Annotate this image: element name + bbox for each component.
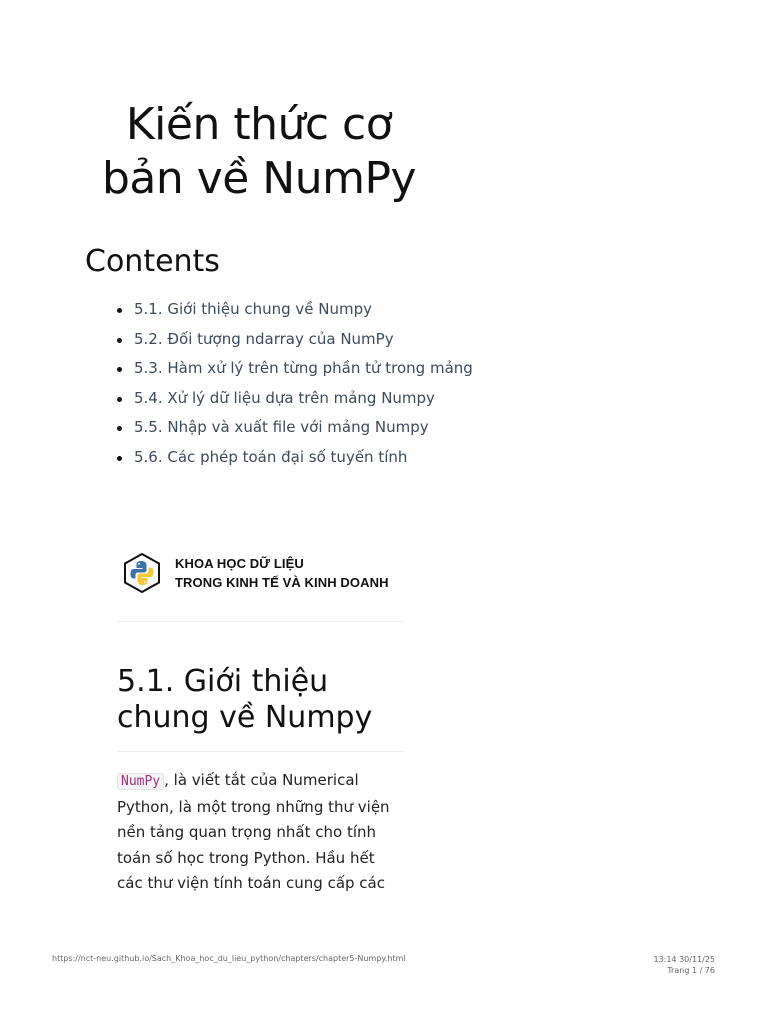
toc-link-5-3[interactable]: 5.3. Hàm xử lý trên từng phần tử trong mảng [134,359,473,377]
toc-link-5-6[interactable]: 5.6. Các phép toán đại số tuyến tính [134,447,408,466]
section-title [117,664,417,736]
toc-link-5-5[interactable]: 5.5. Nhập và xuất file với mảng Numpy [134,418,429,436]
toc-link-5-4[interactable]: 5.4. Xử lý dữ liệu dựa trên mảng Numpy [134,388,435,407]
intro-paragraph [117,768,407,897]
contents-heading: Contents [85,244,220,279]
python-hexagon-logo-icon [122,553,162,593]
section-title-line-2: chung về Numpy [117,700,373,735]
toc-item [134,327,504,352]
toc-link-5-1[interactable]: 5.1. Giới thiệu chung về Numpy [134,300,373,318]
inline-code-numpy: NumPy [117,773,164,790]
page-title-line-1: Kiến thức cơ [125,99,393,150]
toc-item [134,297,504,322]
page-title [60,98,458,206]
paragraph-line-3: nền tảng quan trọng nhất cho tính [117,823,377,841]
paragraph-line-2: Python, là một trong những thư viện [117,797,390,816]
print-timestamp: 13:14 30/11/25 [653,955,715,964]
paragraph-line-5: các thư viện tính toán cung cấp các [117,874,385,892]
section-title-line-1: 5.1. Giới thiệu [117,664,329,699]
print-footer-meta [653,954,715,976]
banner-title-line-1: KHOA HỌC DỮ LIỆU [175,556,304,571]
banner-title-line-2: TRONG KINH TẾ VÀ KINH DOANH [175,575,389,590]
paragraph-line-4: toán số học trong Python. Hầu hết [117,848,375,867]
toc-item [134,386,504,411]
paragraph-line-1: , là viết tắt của Numerical [164,771,359,789]
site-banner[interactable] [117,548,407,600]
divider [117,621,404,622]
toc-item [134,356,504,381]
table-of-contents [85,297,504,474]
toc-link-5-2[interactable]: 5.2. Đối tượng ndarray của NumPy [134,329,394,348]
toc-item [134,445,504,470]
page-title-line-2: bản về NumPy [101,153,417,204]
print-footer-url: https://nct-neu.github.io/Sach_Khoa_hoc_du_lieu_python/chapters/chapter5-Numpy.html [52,954,406,963]
toc-item [134,415,504,440]
page-number: Trang 1 / 76 [667,966,715,975]
divider [117,751,404,752]
